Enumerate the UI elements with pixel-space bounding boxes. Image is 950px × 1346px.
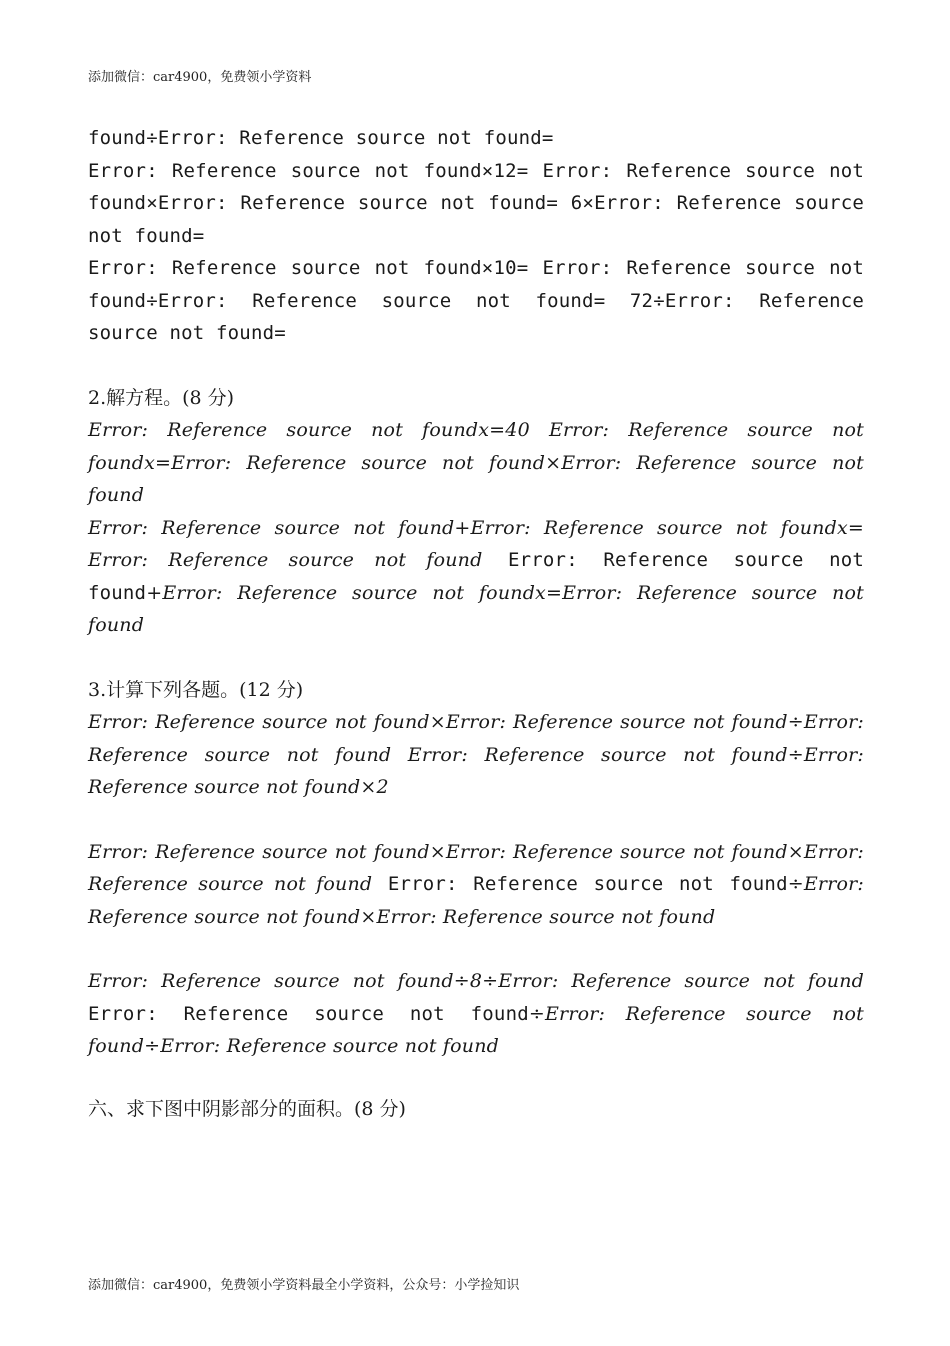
question-text: ÷Error: Reference source not found×Error: Reference source not found <box>88 873 864 928</box>
question-text: Error: Reference source not found×Error: Reference source not found×Error: Reference source not found <box>88 840 864 895</box>
section-3-heading: 3.计算下列各题。(12 分) <box>88 678 304 701</box>
section-6-heading: 六、求下图中阴影部分的面积。(8 分) <box>88 1097 406 1120</box>
calc-block <box>88 122 864 350</box>
question-text: Error: Reference source not found <box>88 1002 529 1025</box>
equation-text: Error: Reference source not found+Error: Reference source not foundx= Error: Reference source not found <box>88 516 864 571</box>
section-2-heading: 2.解方程。(8 分) <box>88 386 235 409</box>
page-header: 添加微信：car4900，免费领小学资料 <box>88 70 312 85</box>
calc-line: Error: Reference source not found×10= Error: Reference source not found÷Error: Reference source not found= 72÷Error: Reference source not found= <box>88 257 864 344</box>
page-content <box>88 122 864 1125</box>
equation-paragraph: Error: Reference source not foundx=40 Error: Reference source not foundx=Error: Reference source not found×Error: Reference source not found <box>88 419 864 506</box>
equation-text: +Error: Reference source not foundx=Error: Reference source not found <box>88 581 864 636</box>
calc-question: Error: Reference source not found×Error: Reference source not found÷Error: Reference source not found Error: Reference source not found÷Error: Reference source not found×2 <box>88 711 864 798</box>
page-footer: 添加微信：car4900，免费领小学资料最全小学资料，公众号：小学捡知识 <box>88 1278 520 1293</box>
equation-paragraph <box>88 512 864 642</box>
calc-line: Error: Reference source not found×12= Error: Reference source not found×Error: Reference source not found= 6×Error: Reference source not found= <box>88 159 864 247</box>
equation-text: Error: Reference source not found <box>88 549 864 604</box>
question-text: Error: Reference source not found <box>372 873 788 895</box>
question-text: ÷Error: Reference source not found÷Error: Reference source not found <box>88 1002 865 1057</box>
question-text: Error: Reference source not found÷8÷Error: Reference source not found <box>88 970 864 992</box>
calc-line: found÷Error: Reference source not found= <box>88 127 554 149</box>
calc-question <box>88 965 864 1063</box>
calc-question <box>88 836 864 934</box>
